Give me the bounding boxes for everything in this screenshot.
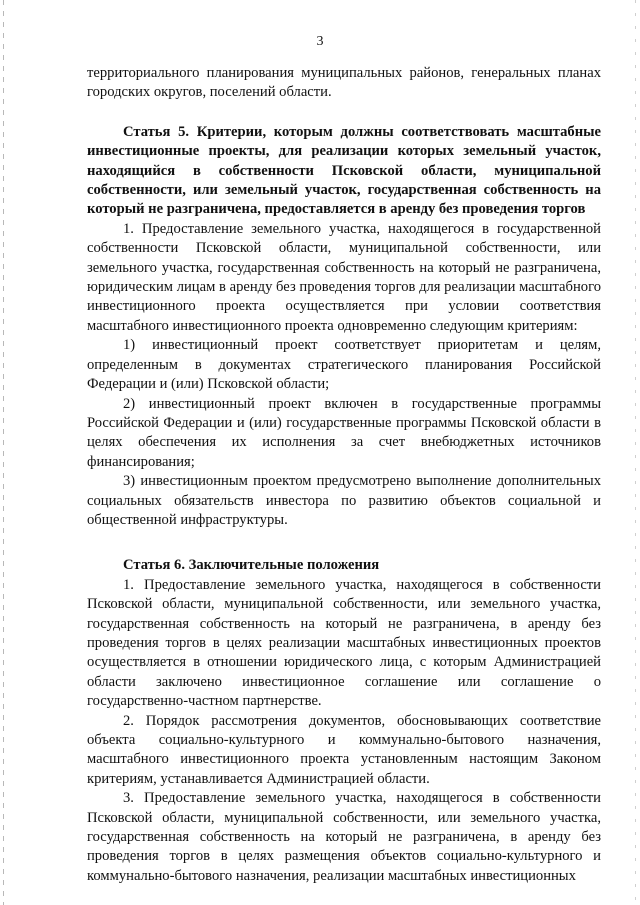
article-5 <box>87 123 601 531</box>
article-6 <box>87 556 601 886</box>
page-number: 3 <box>316 34 324 49</box>
article-5-heading: Статья 5. Критерии, которым должны соответствовать масштабные инвестиционные проекты, для реализации которых земельный участок, находящийся в собственности Псковской области, муниципальной собственности, или земельный участок, государственная собственность на который не разграничена, предоставляется в аренду без проведения торгов <box>87 123 601 218</box>
intro-paragraph: территориального планирования муниципальных районов, генеральных планах городских округов, поселений области. <box>87 65 601 101</box>
document-body <box>87 64 601 886</box>
article-6-heading: Статья 6. Заключительные положения <box>123 557 380 574</box>
article-5-paragraph-1: 1. Предоставление земельного участка, находящегося в государственной собственности Псковской области, муниципальной собственности, или земельного участка, государственная собственность на который не разграничена, юридическим лицам в аренду без проведения торгов для реализации масштабного инвестиционного проекта осуществляется при условии соответствия масштабного инвестиционного проекта одновременно следующим критериям: <box>87 220 601 334</box>
article-5-criterion-3: 3) инвестиционным проектом предусмотрено выполнение дополнительных социальных обязательств инвестора по развитию объектов социальной и общественной инфраструктуры. <box>87 473 601 528</box>
article-6-paragraph-2: 2. Порядок рассмотрения документов, обосновывающих соответствие объекта социально-культурного и коммунально-бытового назначения, масштабного инвестиционного проекта установленным настоящим Законом критериям, устанавливается Администрацией области. <box>87 712 601 787</box>
article-5-criterion-2: 2) инвестиционный проект включен в государственные программы Российской Федерации и (или) государственные программы Псковской области в целях обеспечения их исполнения за счет внебюджетных источников финансирования; <box>87 395 601 470</box>
article-6-paragraph-1: 1. Предоставление земельного участка, находящегося в собственности Псковской области, муниципальной собственности, или земельного участка, государственная собственность на который не разграничена, в аренду без проведения торгов в целях реализации масштабных инвестиционных проектов осуществляется в отношении юридического лица, с которым Администрацией области заключено инвестиционное соглашение или соглашение о государственно-частном партнерстве. <box>87 576 601 710</box>
scan-edge-right <box>635 0 636 905</box>
article-5-criterion-1: 1) инвестиционный проект соответствует приоритетам и целям, определенным в документах стратегического планирования Российской Федерации и (или) Псковской области; <box>87 337 601 393</box>
scan-edge-left <box>3 0 4 905</box>
article-6-paragraph-3: 3. Предоставление земельного участка, находящегося в собственности Псковской области, муниципальной собственности, или земельного участка, государственная собственность на который не разграничена, в аренду без проведения торгов в целях размещения объектов социально-культурного и коммунально-бытового назначения, реализации масштабных инвестиционных <box>87 790 601 884</box>
